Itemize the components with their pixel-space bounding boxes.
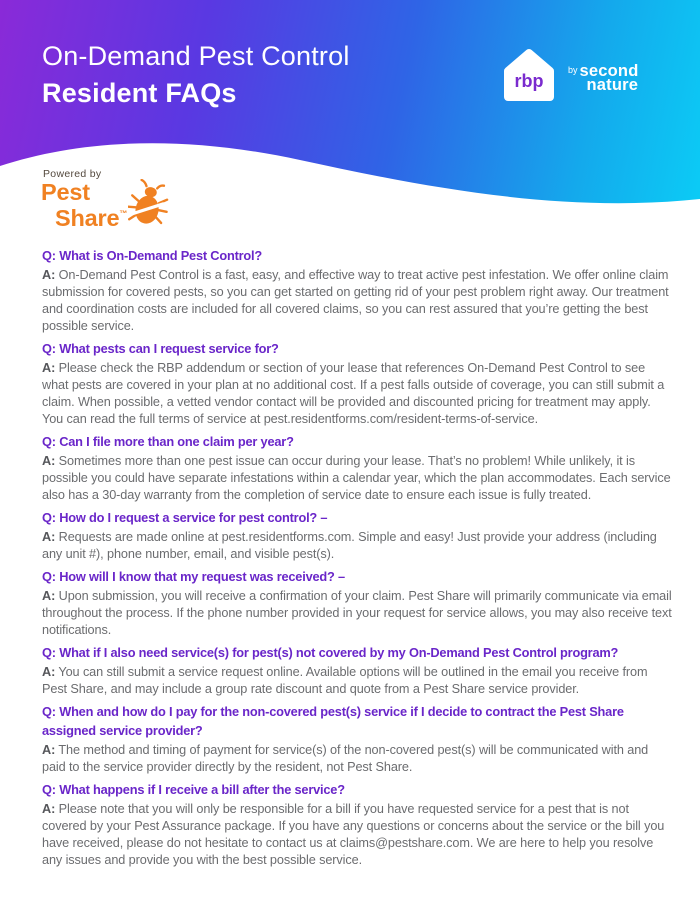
answer-prefix: A: [42, 530, 56, 544]
question-prefix: Q: [42, 569, 56, 584]
share-label: Share™ [55, 205, 128, 231]
second-nature-wordmark [568, 64, 638, 92]
faq-question [42, 567, 674, 586]
powered-by-label: Powered by [43, 168, 102, 180]
answer-text: You can still submit a service request online. Available options will be outlined in the email you receive from Pest Share, and may include a group rate discount and quote from a Pest Share service provider. [42, 665, 648, 696]
faq-question [42, 702, 674, 740]
pest-label: Pest [41, 179, 90, 205]
faq-answer [42, 529, 674, 563]
faq-answer [42, 360, 674, 428]
question-prefix: Q: [42, 248, 56, 263]
bug-icon [128, 179, 170, 227]
by-label: by [568, 65, 578, 75]
question-prefix: Q: [42, 510, 56, 525]
faq-answer [42, 453, 674, 504]
faq-question [42, 246, 674, 265]
faq-item [42, 567, 674, 639]
pest-share-wordmark [41, 181, 127, 229]
faq-item [42, 339, 674, 428]
faq-item [42, 643, 674, 698]
faq-list [42, 246, 674, 873]
question-prefix: Q: [42, 434, 56, 449]
trademark-symbol: ™ [119, 209, 128, 218]
question-text: What is On-Demand Pest Control? [59, 248, 263, 263]
faq-item [42, 508, 674, 563]
header-banner [0, 0, 700, 232]
faq-item [42, 432, 674, 504]
answer-prefix: A: [42, 454, 56, 468]
second-label: second [579, 62, 639, 80]
answer-text: Requests are made online at pest.residentforms.com. Simple and easy! Just provide your address (including any unit #), phone number, email, and visible pest(s). [42, 530, 657, 561]
faq-answer [42, 742, 674, 776]
question-prefix: Q: [42, 341, 56, 356]
answer-prefix: A: [42, 743, 56, 757]
question-text: What happens if I receive a bill after the service? [59, 782, 345, 797]
faq-answer [42, 664, 674, 698]
question-text: What if I also need service(s) for pest(s) not covered by my On-Demand Pest Control program? [59, 645, 619, 660]
answer-text: Sometimes more than one pest issue can occur during your lease. That’s no problem! While unlikely, it is possible you could have separate infestations within a calendar year, which the plan accommodates. Each service also has a 30-day warranty from the completion of service date to ensure each issue is fully treated. [42, 454, 671, 502]
header-titles [42, 38, 350, 112]
question-text: What pests can I request service for? [59, 341, 279, 356]
faq-question [42, 508, 674, 527]
answer-prefix: A: [42, 268, 56, 282]
faq-question [42, 432, 674, 451]
answer-prefix: A: [42, 589, 56, 603]
faq-answer [42, 267, 674, 335]
answer-prefix: A: [42, 665, 56, 679]
pest-share-logo [41, 168, 170, 229]
answer-prefix: A: [42, 361, 56, 375]
question-text: How do I request a service for pest control? – [59, 510, 328, 525]
rbp-logo-text: rbp [514, 71, 544, 91]
faq-answer [42, 588, 674, 639]
question-text: When and how do I pay for the non-covered pest(s) service if I decide to contract the Pest Share assigned service provider? [42, 704, 624, 738]
answer-prefix: A: [42, 802, 56, 816]
faq-answer [42, 801, 674, 869]
answer-text: The method and timing of payment for service(s) of the non-covered pest(s) will be communicated with and paid to the service provider directly by the resident, not Pest Share. [42, 743, 649, 774]
answer-text: On-Demand Pest Control is a fast, easy, and effective way to treat active pest infestation. We offer online claim submission for covered pests, so you can get started on getting rid of your pest problem right away. Our treatment and coordination costs are included for all covered claims, so you can rest assured that you’re getting the best possible service. [42, 268, 669, 333]
question-text: How will I know that my request was received? – [59, 569, 345, 584]
faq-question [42, 643, 674, 662]
answer-text: Upon submission, you will receive a confirmation of your claim. Pest Share will primarily communicate via email throughout the process. If the phone number provided in your request for service allows, you may also receive text notifications. [42, 589, 672, 637]
faq-item [42, 246, 674, 335]
question-prefix: Q: [42, 704, 56, 719]
answer-text: Please check the RBP addendum or section of your lease that references On-Demand Pest Control to see what pests are covered in your plan at no additional cost. If a pest falls outside of coverage, you can still submit a claim. When possible, a vetted vendor contact will be provided and discounted pricing for treatment may apply. You can read the full terms of service at pest.residentforms.com/resident-terms-of-service. [42, 361, 665, 426]
rbp-home-icon [497, 45, 561, 109]
question-prefix: Q: [42, 782, 56, 797]
rbp-second-nature-logo [497, 45, 638, 109]
faq-item [42, 780, 674, 869]
answer-text: Please note that you will only be responsible for a bill if you have requested service for a pest that is not covered by your Pest Assurance package. If you have any questions or concerns about the service or the bill you have received, please do not hesitate to contact us at claims@pestshare.com. We are here to help you resolve any issues and provide you with the best possible service. [42, 802, 665, 867]
faq-question [42, 339, 674, 358]
page-title: On-Demand Pest Control [42, 41, 350, 71]
nature-label: nature [586, 76, 639, 94]
question-prefix: Q: [42, 645, 56, 660]
faq-question [42, 780, 674, 799]
faq-item [42, 702, 674, 776]
question-text: Can I file more than one claim per year? [59, 434, 294, 449]
page-subtitle: Resident FAQs [42, 78, 237, 108]
